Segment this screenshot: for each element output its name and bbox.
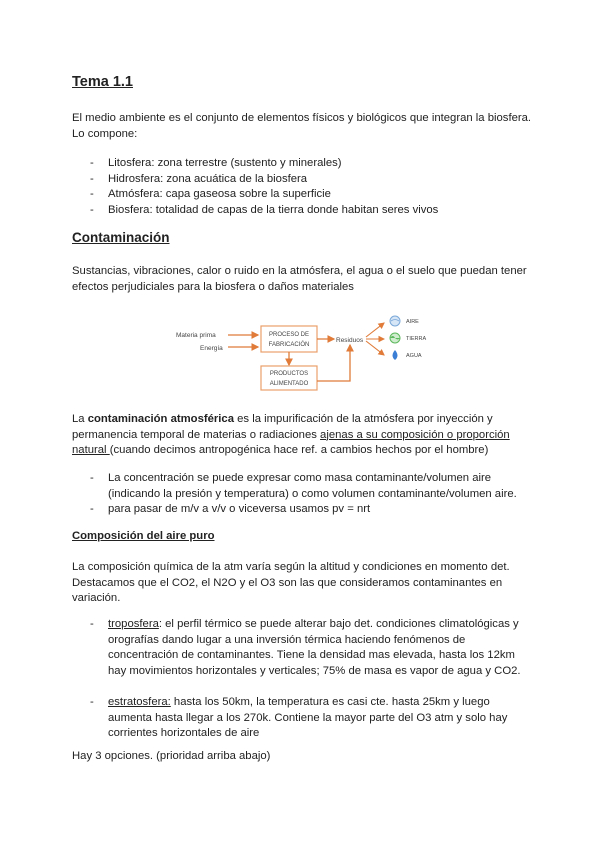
air-composition-heading: Composición del aire puro <box>72 530 215 542</box>
list-item: - Atmósfera: capa gaseosa sobre la superficie <box>90 188 331 200</box>
arrow <box>366 323 384 337</box>
air-icon <box>390 316 400 326</box>
output-label: TIERRA <box>406 336 427 342</box>
layers-list <box>90 617 550 742</box>
process-box <box>261 326 317 352</box>
term-troposfera: troposfera <box>108 618 159 630</box>
products-label: ALIMENTADO <box>269 381 309 387</box>
residues-label: Residuos <box>336 337 364 344</box>
contamination-heading: Contaminación <box>72 230 170 245</box>
list-item: - Litosfera: zona terrestre (sustento y minerales) <box>90 157 342 169</box>
underlined-text: ajenas a su composición o proporción <box>320 428 510 441</box>
paragraph-line: natural (cuando decimos antropogénica hace ref. a cambios hechos por el hombre) <box>72 444 489 456</box>
intro-paragraph <box>72 111 552 142</box>
input-label: Materia prima <box>176 332 216 339</box>
options-line: Hay 3 opciones. (prioridad arriba abajo) <box>72 750 271 762</box>
process-diagram <box>170 309 442 393</box>
bold-term: contaminación atmosférica <box>87 413 234 425</box>
process-label: FABRICACIÓN <box>268 342 310 348</box>
contamination-definition <box>72 264 552 295</box>
term-estratosfera: estratosfera: <box>108 696 171 708</box>
paragraph-line: La composición química de la atm varía según la altitud y condiciones en momento det. <box>72 561 510 573</box>
atmospheric-paragraph <box>72 412 552 459</box>
concentration-list <box>90 471 550 518</box>
products-label: PRODUCTOS <box>269 371 309 377</box>
arrow <box>317 345 350 381</box>
water-drop-icon <box>393 350 398 360</box>
paragraph-line: Destacamos que el CO2, el N2O y el O3 son las que consideramos contaminantes en <box>72 576 503 589</box>
page-title: Tema 1.1 <box>72 74 133 90</box>
intro-line: Lo compone: <box>72 127 138 140</box>
list-item: - Hidrosfera: zona acuática de la biosfera <box>90 172 308 185</box>
earth-icon <box>390 333 400 343</box>
list-item: - troposfera: el perfil térmico se puede alterar bajo det. condiciones climatológicas y orografías dando lugar a una inversión térmica haciendo fenómenos de concentración de contaminantes. Tiene la densidad mas elevada, hasta los 12km hay movimientos horizontales y verticales; 75% de masa es vapor de agua y CO2. <box>90 618 521 677</box>
underlined-text: natural <box>72 444 110 456</box>
definition-line: Sustancias, vibraciones, calor o ruido en la atmósfera, el agua o el suelo que puedan tener <box>72 265 527 277</box>
input-label: Energía <box>200 345 223 352</box>
list-item: - estratosfera: hasta los 50km, la temperatura es casi cte. hasta 25km y luego aumenta hasta llegar a los 270k. Contiene la mayor parte del O3 atm y solo hay corrientes horizontales de aire <box>90 696 508 739</box>
intro-line: El medio ambiente es el conjunto de elementos físicos y biológicos que integran la biosfera. <box>72 112 532 124</box>
list-item: - Biosfera: totalidad de capas de la tierra donde habitan seres vivos <box>90 203 439 216</box>
paragraph-line: permanencia temporal de materias o radiaciones ajenas a su composición o proporción <box>72 428 510 441</box>
list-item: - para pasar de m/v a v/v o viceversa usamos pv = nrt <box>90 503 371 515</box>
paragraph-line: variación. <box>72 592 121 604</box>
process-label: PROCESO DE <box>268 332 310 338</box>
output-label: AIRE <box>406 319 419 325</box>
output-label: AGUA <box>406 353 422 359</box>
list-item: - La concentración se puede expresar como masa contaminante/volumen aire (indicando la presión y temperatura) o como volumen contaminante/volumen aire. <box>90 472 517 500</box>
components-list <box>90 156 550 218</box>
arrow <box>366 341 384 355</box>
air-composition-paragraph <box>72 560 552 607</box>
definition-line: efectos perjudiciales para la biosfera o daños materiales <box>72 280 354 293</box>
paragraph-line: La contaminación atmosférica es la impurificación de la atmósfera por inyección y <box>72 413 493 425</box>
